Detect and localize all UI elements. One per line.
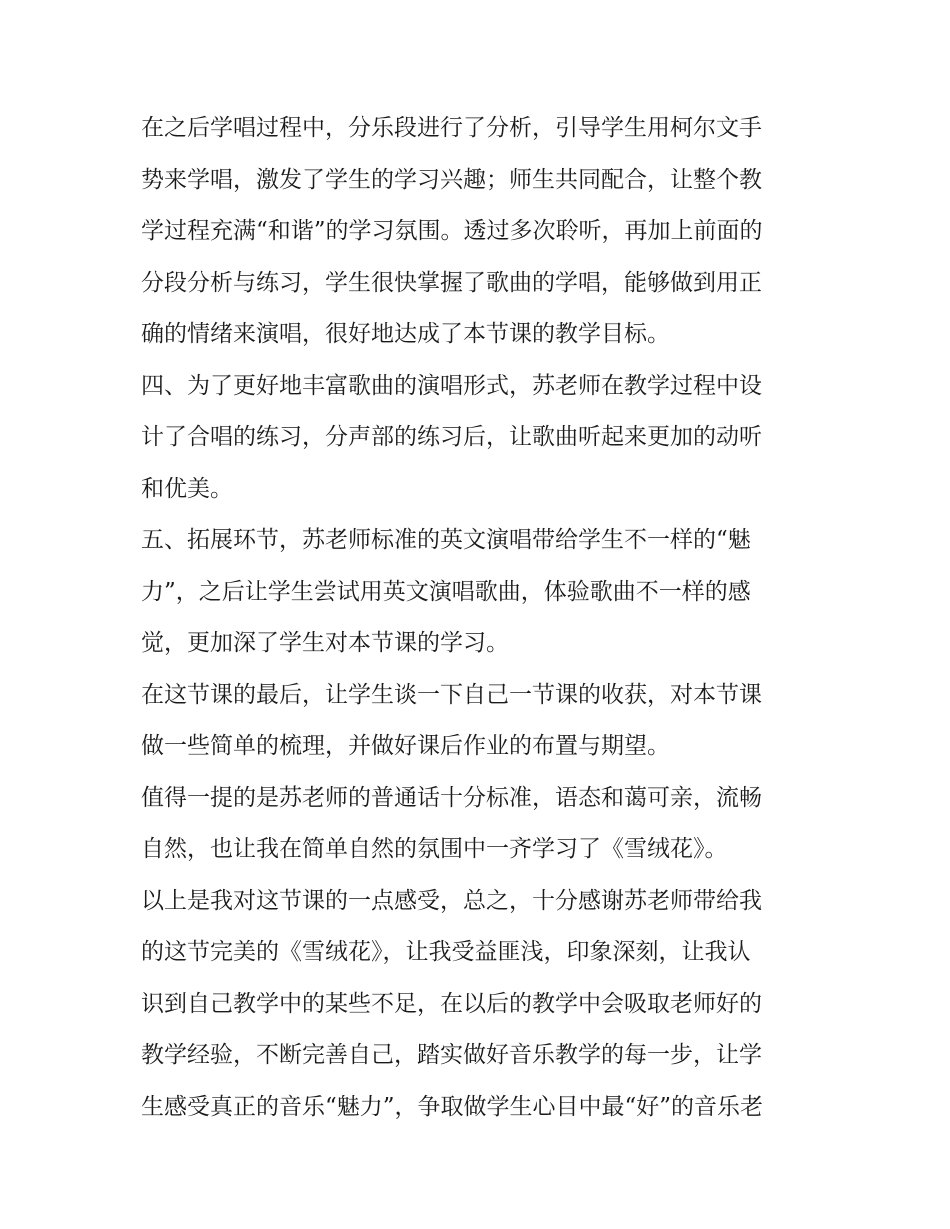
text-line: 在这节课的最后，让学生谈一下自己一节课的收获，对本节课 [141, 681, 762, 708]
text-line: 觉，更加深了学生对本节课的学习。 [141, 630, 509, 656]
text-line: 自然，也让我在简单自然的氛围中一齐学习了《雪绒花》。 [141, 836, 728, 862]
text-line: 在之后学唱过程中，分乐段进行了分析，引导学生用柯尔文手 [141, 115, 762, 141]
text-line: 以上是我对这节课的一点感受，总之，十分感谢苏老师带给我 [141, 887, 762, 914]
text-line: 和优美。 [141, 475, 233, 502]
text-line: 势来学唱，激发了学生的学习兴趣；师生共同配合，让整个教 [141, 166, 762, 193]
text-line: 教学经验，不断完善自己，踏实做好音乐教学的每一步，让学 [141, 1042, 762, 1068]
text-line: 学过程充满“和谐”的学习氛围。透过多次聆听，再加上前面的 [141, 218, 763, 244]
document-body [141, 103, 821, 1133]
text-line: 做一些简单的梳理，并做好课后作业的布置与期望。 [141, 733, 670, 759]
text-line: 的这节完美的《雪绒花》，让我受益匪浅，印象深刻，让我认 [141, 939, 751, 965]
text-line: 值得一提的是苏老师的普通话十分标准，语态和蔼可亲，流畅 [141, 784, 762, 811]
text-line: 生感受真正的音乐“魅力”，争取做学生心目中最“好”的音乐老 [141, 1093, 764, 1120]
text-line: 分段分析与练习，学生很快掌握了歌曲的学唱，能够做到用正 [141, 269, 762, 296]
text-line: 确的情绪来演唱，很好地达成了本节课的教学目标。 [141, 321, 670, 347]
text-line: 计了合唱的练习，分声部的练习后，让歌曲听起来更加的动听 [141, 424, 762, 450]
text-line: 五、拓展环节，苏老师标准的英文演唱带给学生不一样的“魅 [141, 527, 751, 553]
text-line: 力”，之后让学生尝试用英文演唱歌曲，体验歌曲不一样的感 [141, 578, 751, 605]
text-line: 识到自己教学中的某些不足，在以后的教学中会吸取老师好的 [141, 990, 762, 1017]
text-line: 四、为了更好地丰富歌曲的演唱形式，苏老师在教学过程中设 [141, 372, 762, 399]
